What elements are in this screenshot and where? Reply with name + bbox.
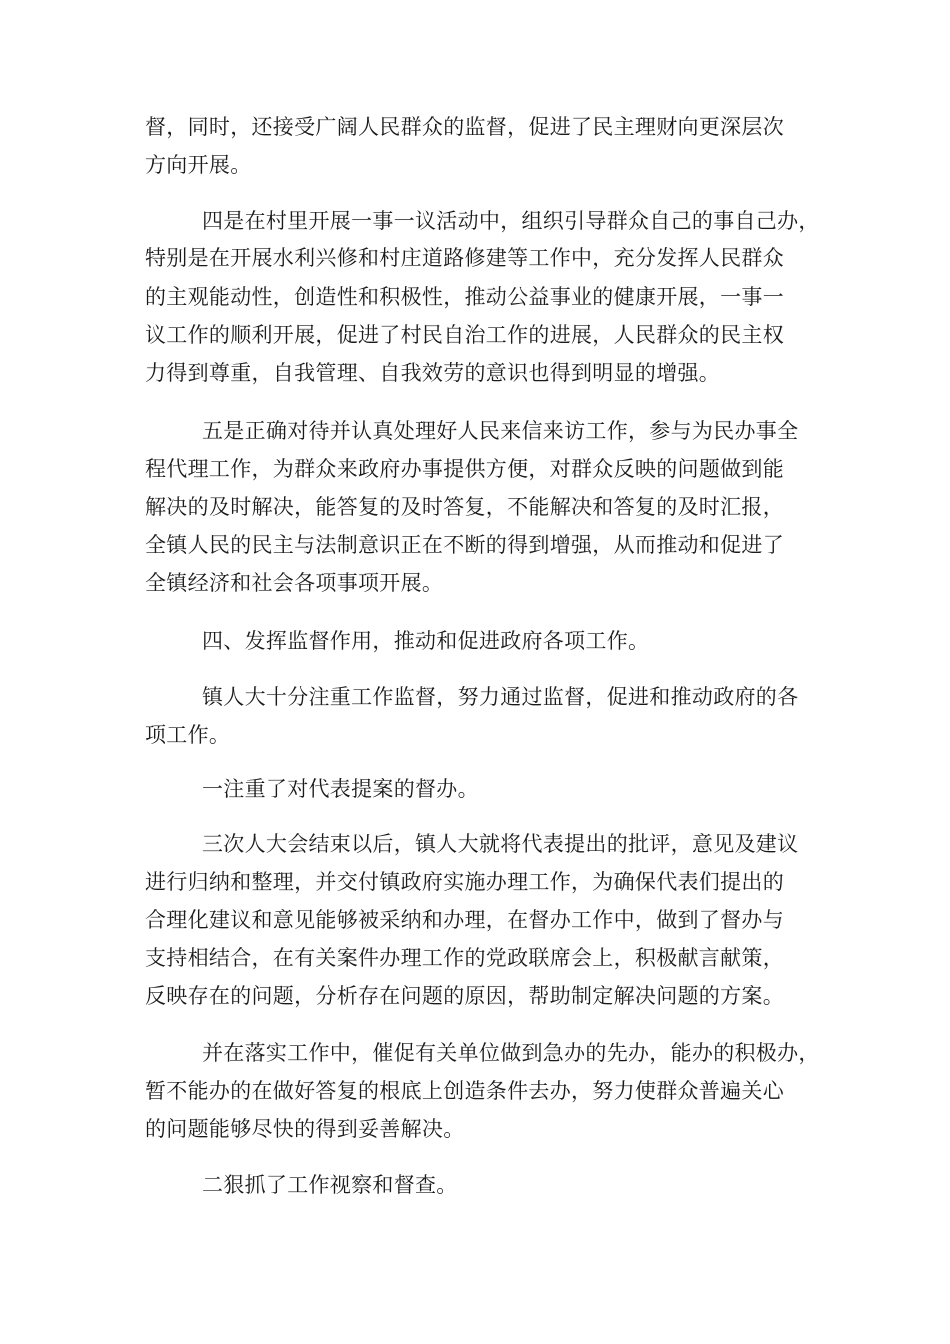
- text-line: 暂不能办的在做好答复的根底上创造条件去办，努力使群众普遍关心: [145, 1079, 784, 1103]
- text-line: 督，同时，还接受广阔人民群众的监督，促进了民主理财向更深层次: [145, 115, 784, 139]
- text-line: 议工作的顺利开展，促进了村民自治工作的进展，人民群众的民主权: [145, 323, 784, 347]
- text-line: 反映存在的问题，分析存在问题的原因，帮助制定解决问题的方案。: [145, 984, 784, 1008]
- text-line: 支持相结合，在有关案件办理工作的党政联席会上，积极献言献策，: [145, 946, 784, 970]
- text-line: 镇人大十分注重工作监督，努力通过监督，促进和推动政府的各: [202, 685, 799, 709]
- text-line: 四是在村里开展一事一议活动中，组织引导群众自己的事自己办，: [202, 209, 820, 233]
- subsection-heading: 二狠抓了工作视察和督查。: [202, 1173, 458, 1197]
- text-line: 力得到尊重，自我管理、自我效劳的意识也得到明显的增强。: [145, 361, 721, 385]
- text-line: 三次人大会结束以后，镇人大就将代表提出的批评，意见及建议: [202, 832, 799, 856]
- text-line: 项工作。: [145, 723, 231, 747]
- text-line: 并在落实工作中，催促有关单位做到急办的先办，能办的积极办，: [202, 1041, 820, 1065]
- section-heading: 四、发挥监督作用，推动和促进政府各项工作。: [202, 629, 650, 653]
- text-line: 程代理工作，为群众来政府办事提供方便，对群众反映的问题做到能: [145, 457, 784, 481]
- text-line: 解决的及时解决，能答复的及时答复，不能解决和答复的及时汇报，: [145, 495, 784, 519]
- text-line: 合理化建议和意见能够被采纳和办理，在督办工作中，做到了督办与: [145, 908, 784, 932]
- text-line: 进行归纳和整理，并交付镇政府实施办理工作，为确保代表们提出的: [145, 870, 784, 894]
- text-line: 的问题能够尽快的得到妥善解决。: [145, 1117, 465, 1141]
- text-line: 特别是在开展水利兴修和村庄道路修建等工作中，充分发挥人民群众: [145, 246, 784, 270]
- text-line: 的主观能动性，创造性和积极性，推动公益事业的健康开展，一事一: [145, 285, 784, 309]
- text-line: 全镇人民的民主与法制意识正在不断的得到增强，从而推动和促进了: [145, 533, 784, 557]
- text-line: 五是正确对待并认真处理好人民来信来访工作，参与为民办事全: [202, 419, 799, 443]
- text-line: 全镇经济和社会各项事项开展。: [145, 571, 444, 595]
- text-line: 方向开展。: [145, 153, 252, 177]
- subsection-heading: 一注重了对代表提案的督办。: [202, 777, 479, 801]
